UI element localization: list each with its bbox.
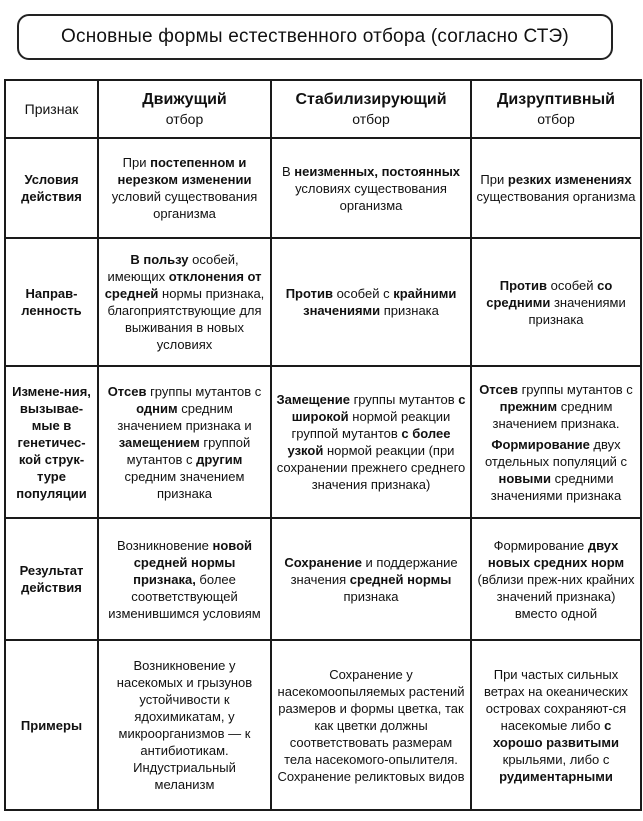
bold-text: другим — [196, 451, 243, 467]
bold-text: с хорошо развитыми — [493, 717, 619, 750]
bold-text: постепенном и нерезком изменении — [117, 155, 252, 187]
text: группы мутантов с — [517, 381, 633, 397]
bold-text: неизменных, постоянных — [294, 163, 461, 179]
header-stabilizing-main: Стабилизирующий — [295, 91, 447, 108]
row-feature-direction: Направ-ленность — [5, 238, 98, 366]
bold-text: Отсев — [479, 381, 518, 397]
text: особей, имеющих — [107, 252, 239, 284]
cell-disruptive-direction — [471, 238, 641, 366]
bold-text: отклонения от средней — [104, 269, 262, 301]
table-row — [5, 238, 641, 366]
text: признака — [380, 303, 439, 318]
text: группы мутантов — [349, 392, 459, 407]
text: средним значением признака и — [117, 400, 252, 433]
bold-text: Формирование — [491, 436, 590, 452]
text: условий существования организма — [111, 189, 258, 221]
cell-driving-examples — [98, 640, 271, 810]
table-row — [5, 640, 641, 810]
text: двух отдельных популяций с — [484, 436, 628, 469]
bold-text: одним — [136, 400, 178, 416]
cell-stabilizing-direction — [271, 238, 471, 366]
row-feature-changes: Измене-ния, вызывае-мые в генетичес-кой струк-туре популяции — [5, 366, 98, 518]
bold-text: новыми — [498, 470, 551, 486]
text: и поддержание значения — [290, 554, 458, 587]
bold-text: с более узкой — [287, 426, 451, 458]
cell-driving-result — [98, 518, 271, 640]
bold-text: двух новых средних норм — [487, 537, 625, 570]
text: Возникновение — [116, 537, 213, 553]
text: значениями признака — [528, 294, 626, 327]
text: средним значением признака — [124, 468, 245, 501]
cell-disruptive-result — [471, 518, 641, 640]
header-feature — [5, 80, 98, 138]
bold-text: В пользу — [130, 252, 189, 267]
text: особей с — [332, 286, 394, 301]
bold-text: с широкой — [291, 392, 466, 424]
text: В — [281, 163, 295, 179]
table-row — [5, 138, 641, 238]
header-driving-main: Движущий — [142, 91, 227, 108]
text: При частых сильных ветрах на океанических островах сохраняют-ся насекомые либо — [483, 666, 629, 733]
header-stabilizing-sub: отбор — [352, 111, 390, 127]
text: Сохранение у насекомоопыляемых растений размеров и формы цветка, так как цветки должны соответствовать размерам тела насекомого-опылителя. Сохранение реликтовых видов — [277, 666, 465, 784]
header-driving-sub: отбор — [165, 111, 204, 127]
bold-text: резких изменениях — [507, 172, 632, 187]
table-row — [5, 518, 641, 640]
cell-stabilizing-result — [271, 518, 471, 640]
bold-text: Против — [499, 277, 547, 293]
bold-text: Отсев — [107, 383, 147, 399]
text: существования организма — [476, 189, 636, 204]
text: нормой реакции группой мутантов — [291, 409, 451, 441]
table-row — [5, 366, 641, 518]
header-row — [5, 80, 641, 138]
text: нормы признака, благоприятствующие для выживания в новых условиях — [107, 286, 265, 352]
text: более соответствующей изменившимся условиям — [108, 571, 261, 621]
text: Формирование — [493, 537, 588, 553]
row-feature-examples: Примеры — [5, 640, 98, 810]
bold-text: со средними — [486, 277, 613, 310]
bold-text: средней нормы — [349, 571, 452, 587]
cell-stabilizing-examples — [271, 640, 471, 810]
text: условиях существования организма — [295, 180, 447, 213]
cell-disruptive-examples — [471, 640, 641, 810]
header-disruptive-sub: отбор — [537, 111, 575, 127]
row-feature-conditions: Условия действия — [5, 138, 98, 238]
cell-stabilizing-changes — [271, 366, 471, 518]
cell-disruptive-conditions — [471, 138, 641, 238]
cell-disruptive-changes — [471, 366, 641, 518]
bold-text: Замещение — [276, 392, 350, 407]
text: Возникновение у насекомых и грызунов устойчивости к ядохимикатам, у микроорганизмов — к антибиотикам. Индустриальный меланизм — [116, 658, 253, 792]
text: При — [122, 155, 151, 170]
bold-text: рудиментарными — [499, 768, 613, 784]
cell-stabilizing-conditions — [271, 138, 471, 238]
bold-text: крайними значениями — [303, 286, 457, 318]
text: группы мутантов с — [146, 383, 262, 399]
text: нормой реакции (при сохранении прежнего среднего значения признака) — [276, 443, 466, 492]
header-stabilizing — [271, 80, 471, 138]
text: (вблизи преж-них крайних значений признака) вместо одной — [477, 571, 635, 621]
text: средним значением признака. — [492, 398, 620, 431]
header-driving — [98, 80, 271, 138]
header-disruptive-main: Дизруптивный — [497, 91, 615, 108]
bold-text: Сохранение — [284, 554, 362, 570]
text: средними значениями признака — [490, 470, 622, 503]
row-feature-result: Результат действия — [5, 518, 98, 640]
selection-forms-table — [4, 79, 642, 811]
header-feature-label: Признак — [24, 100, 79, 117]
text: При — [480, 172, 508, 187]
header-disruptive — [471, 80, 641, 138]
text: группой мутантов с — [126, 434, 251, 467]
bold-text: новой средней нормы признака, — [133, 537, 253, 587]
text: крыльями, либо с — [502, 751, 610, 767]
bold-text: замещением — [118, 434, 200, 450]
cell-driving-direction — [98, 238, 271, 366]
bold-text: прежним — [499, 398, 558, 414]
page-title: Основные формы естественного отбора (согласно СТЭ) — [17, 14, 613, 60]
cell-driving-conditions — [98, 138, 271, 238]
text: особей — [546, 277, 598, 293]
bold-text: Против — [285, 286, 333, 301]
cell-driving-changes — [98, 366, 271, 518]
text: признака — [343, 588, 399, 604]
